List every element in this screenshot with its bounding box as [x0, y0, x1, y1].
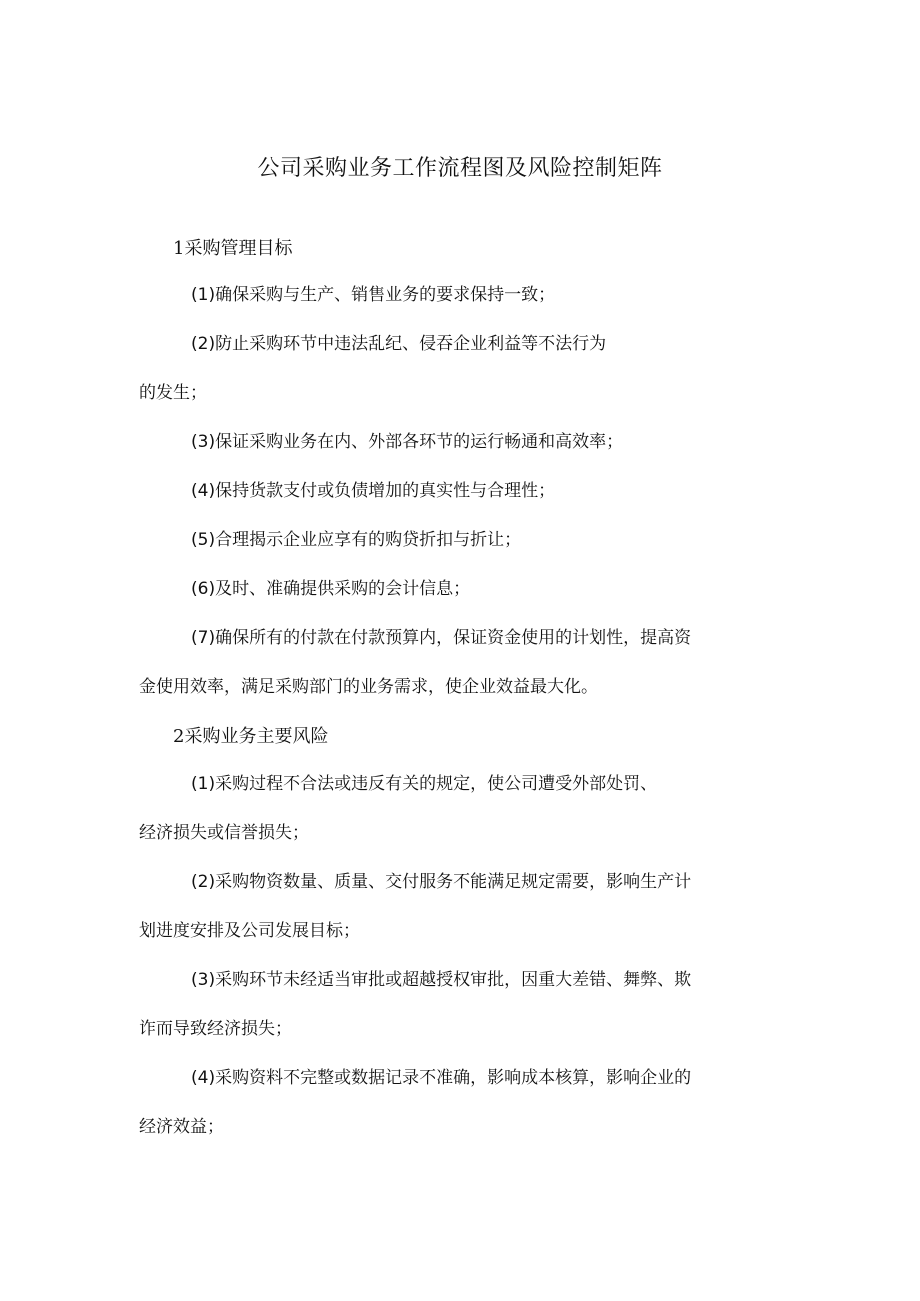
list-item-line: 经济损失或信誉损失； [139, 823, 309, 843]
list-item-line: (1)确保采购与生产、销售业务的要求保持一致； [191, 285, 556, 305]
list-item-line: (2)防止采购环节中违法乱纪、侵吞企业利益等不法行为 [191, 334, 607, 354]
list-item-line: (2)采购物资数量、质量、交付服务不能满足规定需要，影响生产计 [191, 872, 692, 892]
list-item-line: (1)采购过程不合法或违反有关的规定，使公司遭受外部处罚、 [191, 774, 658, 794]
document-title: 公司采购业务工作流程图及风险控制矩阵 [257, 156, 663, 181]
list-item [139, 565, 789, 614]
list-item [139, 418, 789, 467]
list-item [139, 516, 789, 565]
list-item [139, 956, 789, 1054]
list-item-line: (6)及时、准确提供采购的会计信息； [191, 579, 471, 599]
list-item-line: 诈而导致经济损失； [139, 1019, 292, 1039]
list-item-line: 划进度安排及公司发展目标； [139, 921, 360, 941]
list-item-line: (3)采购环节未经适当审批或超越授权审批，因重大差错、舞弊、欺 [191, 970, 692, 990]
list-item-line: (3)保证采购业务在内、外部各环节的运行畅通和高效率； [191, 432, 624, 452]
list-item-line: 经济效益； [139, 1117, 224, 1137]
list-item [139, 467, 789, 516]
list-item-line: (7)确保所有的付款在付款预算内，保证资金使用的计划性，提高资 [191, 628, 692, 648]
list-item [139, 760, 789, 858]
list-item [139, 271, 789, 320]
section-heading: 1采购管理目标 [173, 238, 293, 259]
list-item [139, 1054, 789, 1152]
list-item-line: 的发生； [139, 383, 207, 403]
list-item-line: 金使用效率，满足采购部门的业务需求，使企业效益最大化。 [139, 677, 598, 697]
list-item-line: (4)采购资料不完整或数据记录不准确，影响成本核算，影响企业的 [191, 1068, 692, 1088]
list-item [139, 614, 789, 712]
list-item [139, 858, 789, 956]
list-item-line: (5)合理揭示企业应享有的购贷折扣与折让； [191, 530, 522, 550]
list-item-line: (4)保持货款支付或负债增加的真实性与合理性； [191, 481, 556, 501]
section-heading: 2采购业务主要风险 [173, 726, 329, 747]
list-item [139, 320, 789, 418]
